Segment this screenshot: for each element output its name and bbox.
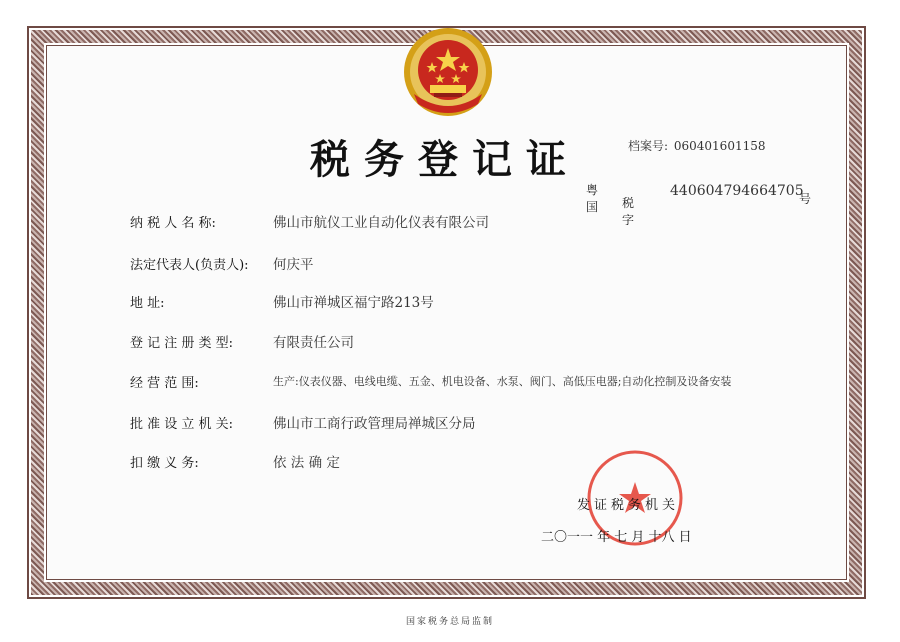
archive-label: 档案号: — [628, 139, 669, 153]
archive-number-line — [628, 137, 766, 154]
field-business-scope — [130, 372, 732, 391]
field-value: 佛山市工商行政管理局禅城区分局 — [273, 416, 476, 432]
field-withholding-obligation — [130, 452, 340, 471]
field-approval-authority — [130, 413, 476, 432]
field-label: 登 记 注 册 类 型: — [130, 336, 234, 351]
certificate-paper — [46, 45, 847, 580]
archive-number: 060401601158 — [673, 139, 766, 153]
certificate-title: 税务登记证 — [310, 136, 580, 183]
field-label: 纳 税 人 名 称: — [130, 216, 216, 231]
field-value: 何庆平 — [273, 257, 314, 273]
field-label: 经 营 范 围: — [130, 376, 199, 391]
supervision-footer: 国家税务总局监制 — [405, 617, 494, 627]
field-value: 生产:仪表仪器、电线电缆、五金、机电设备、水泵、阀门、高低压电器;自动化控制及设备安装 — [273, 375, 732, 388]
tax-prefix: 粤国 — [586, 183, 599, 214]
field-label: 批 准 设 立 机 关: — [130, 417, 234, 432]
field-registration-type — [130, 332, 354, 351]
field-value: 佛山市禅城区福宁路213号 — [273, 295, 434, 311]
issuing-authority: 发证税务机关 — [577, 498, 680, 513]
field-address — [130, 292, 434, 311]
tax-label: 税字 — [622, 196, 657, 227]
field-label: 扣 缴 义 务: — [130, 456, 199, 471]
tax-number: 440604794664705 — [670, 183, 804, 199]
field-value: 依 法 确 定 — [273, 455, 340, 471]
tax-suffix: 号 — [799, 192, 812, 206]
field-value: 有限责任公司 — [273, 335, 354, 351]
field-label: 地 址: — [130, 296, 165, 311]
national-emblem-icon — [400, 22, 496, 118]
field-label: 法定代表人(负责人): — [130, 258, 249, 273]
field-taxpayer-name — [130, 212, 489, 231]
field-legal-representative — [130, 254, 314, 273]
issue-date: 二〇一一 年 七 月 十八 日 — [541, 530, 692, 545]
field-value: 佛山市航仪工业自动化仪表有限公司 — [273, 215, 489, 231]
